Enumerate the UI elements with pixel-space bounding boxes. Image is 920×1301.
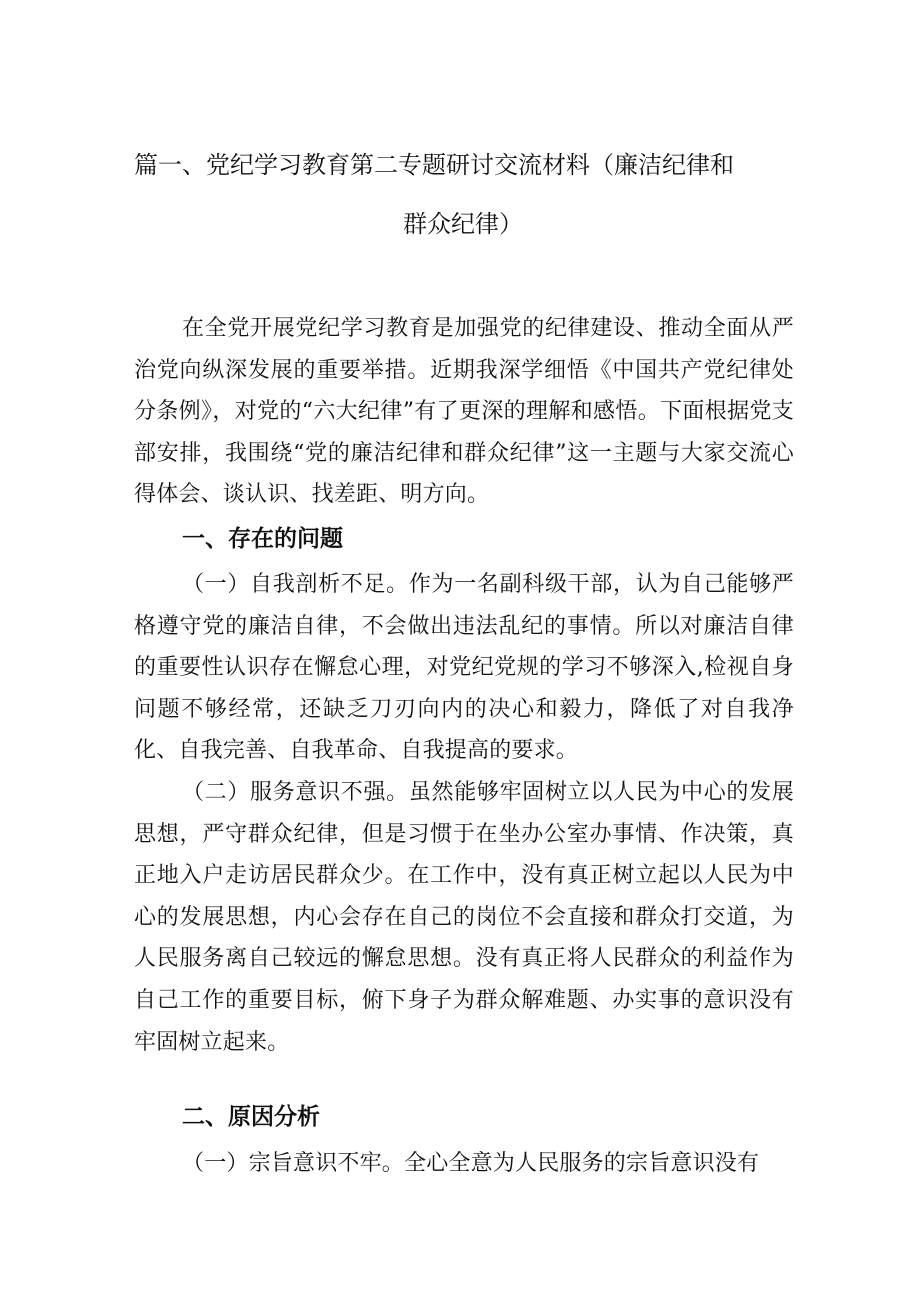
document-title-line-2: 群众纪律） xyxy=(403,210,523,238)
section-heading-problems: 一、存在的问题 xyxy=(182,526,343,552)
document-title-line-1: 篇一、党纪学习教育第二专题研讨交流材料（廉洁纪律和 xyxy=(134,151,734,179)
cause-paragraph-1: （一）宗旨意识不牢。全心全意为人民服务的宗旨意识没有 xyxy=(182,1151,760,1176)
intro-paragraph: 在全党开展党纪学习教育是加强党的纪律建设、推动全面从严治党向纵深发展的重要举措。近期我深学细悟《中国共产党纪律处分条例》，对党的“六大纪律”有了更深的理解和感悟。下面根据党支部安排，我围绕“党的廉洁纪律和群众纪律”这一主题与大家交流心得体会、谈认识、找差距、明方向。 xyxy=(134,316,794,508)
problem-paragraph-2: （二）服务意识不强。虽然能够牢固树立以人民为中心的发展思想，严守群众纪律，但是习惯于在坐办公室办事情、作决策，真正地入户走访居民群众少。在工作中，没有真正树立起以人民为中心的发展思想，内心会存在自己的岗位不会直接和群众打交道，为人民服务离自己较远的懈怠思想。没有真正将人民群众的利益作为自己工作的重要目标，俯下身子为群众解难题、办实事的意识没有牢固树立起来。 xyxy=(134,780,794,1055)
problem-paragraph-1: （一）自我剖析不足。作为一名副科级干部，认为自己能够严格遵守党的廉洁自律，不会做出违法乱纪的事情。所以对廉洁自律的重要性认识存在懈怠心理，对党纪党规的学习不够深入,检视自身问题不够经常，还缺乏刀刃向内的决心和毅力，降低了对自我净化、自我完善、自我革命、自我提高的要求。 xyxy=(134,572,794,764)
section-heading-causes: 二、原因分析 xyxy=(182,1104,320,1130)
